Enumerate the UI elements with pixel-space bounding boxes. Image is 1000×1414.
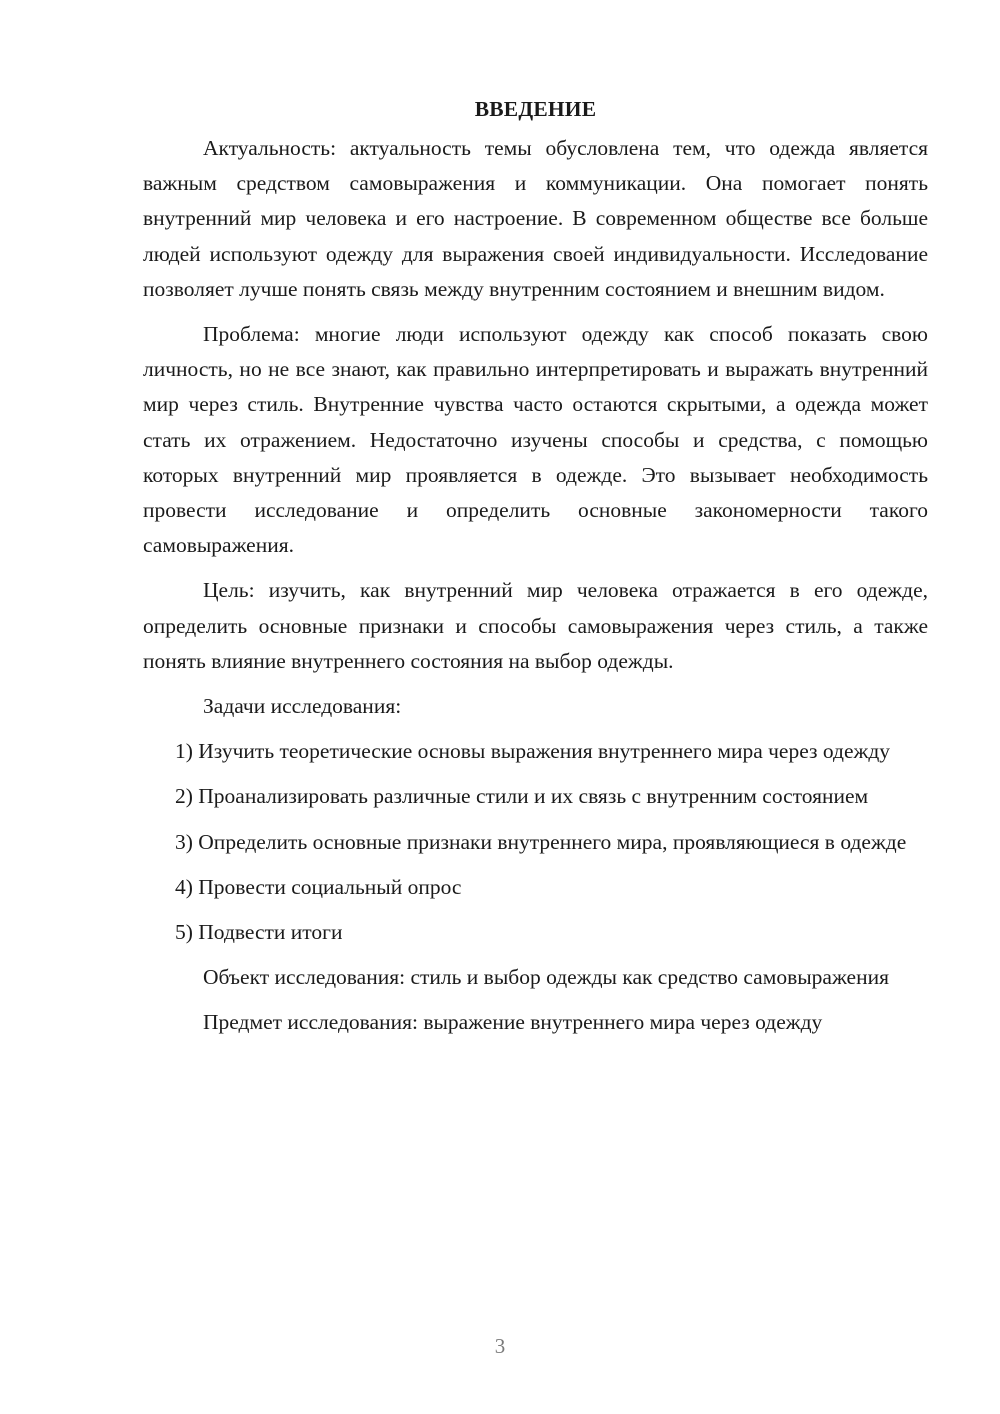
page-number: 3 bbox=[494, 1334, 506, 1358]
page-body bbox=[143, 92, 928, 1051]
task-item: 4) Провести социальный опрос bbox=[175, 874, 462, 899]
paragraph-problem: Проблема: многие люди используют одежду как способ показать свою личность, но не все знают, как правильно интерпретировать и выражать внутренний мир через стиль. Внутренние чувства часто остаются скрытыми, а одежда может стать их отражением. Недостаточно изучены способы и средства, с помощью которых внутренний мир проявляется в одежде. Это вызывает необходимость провести исследование и определить основные закономерности такого самовыражения. bbox=[143, 322, 928, 558]
task-item: 3) Определить основные признаки внутреннего мира, проявляющиеся в одежде bbox=[175, 829, 907, 854]
paragraph-goal: Цель: изучить, как внутренний мир человека отражается в его одежде, определить основные признаки и способы самовыражения через стиль, а также понять влияние внутреннего состояния на выбор одежды. bbox=[143, 578, 928, 673]
task-item: 2) Проанализировать различные стили и их связь с внутренним состоянием bbox=[175, 784, 869, 809]
paragraph-object: Объект исследования: стиль и выбор одежды как средство самовыражения bbox=[203, 965, 889, 990]
section-title: ВВЕДЕНИЕ bbox=[474, 97, 597, 121]
tasks-heading: Задачи исследования: bbox=[203, 694, 402, 719]
task-item: 1) Изучить теоретические основы выражения внутреннего мира через одежду bbox=[175, 739, 891, 764]
paragraph-subject: Предмет исследования: выражение внутреннего мира через одежду bbox=[203, 1010, 823, 1035]
paragraph-relevance: Актуальность: актуальность темы обусловлена тем, что одежда является важным средством самовыражения и коммуникации. Она помогает понять внутренний мир человека и его настроение. В современном обществе все больше людей используют одежду для выражения своей индивидуальности. Исследование позволяет лучше понять связь между внутренним состоянием и внешним видом. bbox=[143, 136, 928, 301]
task-item: 5) Подвести итоги bbox=[175, 920, 343, 945]
